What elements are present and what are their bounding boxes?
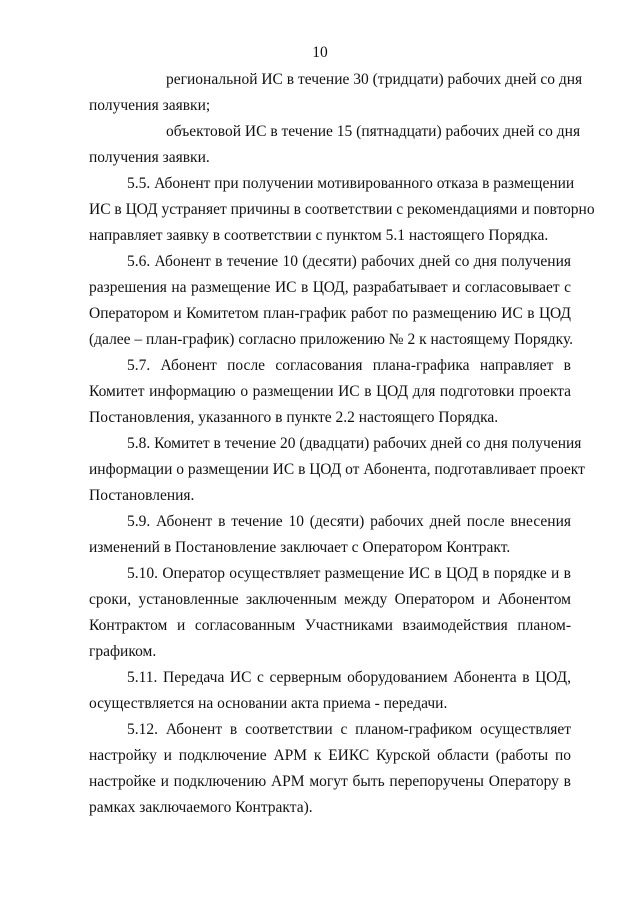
text-line: 5.10. Оператор осуществляет размещение ИС в ЦОД в порядке и в <box>127 565 571 582</box>
text-line: 5.5. Абонент при получении мотивированного отказа в размещении <box>127 175 575 192</box>
text-line: 5.12. Абонент в соответствии с планом-графиком осуществляет <box>127 721 571 738</box>
text-line: Оператором и Комитетом план-график работ по размещению ИС в ЦОД <box>89 305 571 322</box>
text-line: получения заявки; <box>89 97 211 114</box>
text-line: Комитет информацию о размещении ИС в ЦОД для подготовки проекта <box>89 383 571 400</box>
text-line: 5.9. Абонент в течение 10 (десяти) рабочих дней после внесения <box>127 513 571 530</box>
text-line: получения заявки. <box>89 149 210 166</box>
text-line: сроки, установленные заключенным между Оператором и Абонентом <box>89 591 571 608</box>
text-line: настройку и подключение АРМ к ЕИКС Курской области (работы по <box>89 747 571 764</box>
document-body <box>89 67 595 821</box>
text-line: осуществляется на основании акта приема - передачи. <box>89 695 448 712</box>
text-line: региональной ИС в течение 30 (тридцати) рабочих дней со дня <box>166 71 583 88</box>
text-line: (далее – план-график) согласно приложению № 2 к настоящему Порядку. <box>89 331 574 348</box>
text-line: Контрактом и согласованным Участниками взаимодействия планом- <box>89 617 571 634</box>
text-line: разрешения на размещение ИС в ЦОД, разрабатывает и согласовывает с <box>89 279 571 296</box>
text-line: ИС в ЦОД устраняет причины в соответствии с рекомендациями и повторно <box>89 201 595 218</box>
text-line: 5.11. Передача ИС с серверным оборудованием Абонента в ЦОД, <box>127 669 571 686</box>
text-line: объектовой ИС в течение 15 (пятнадцати) рабочих дней со дня <box>166 123 581 140</box>
text-line: 5.8. Комитет в течение 20 (двадцати) рабочих дней со дня получения <box>127 435 582 452</box>
text-line: 5.7. Абонент после согласования плана-графика направляет в <box>127 357 571 374</box>
text-line: Постановления. <box>89 487 195 504</box>
text-line: направляет заявку в соответствии с пунктом 5.1 настоящего Порядка. <box>89 227 549 244</box>
text-line: рамках заключаемого Контракта). <box>89 799 313 816</box>
text-line: настройке и подключению АРМ могут быть перепоручены Оператору в <box>89 773 571 790</box>
text-line: Постановления, указанного в пункте 2.2 настоящего Порядка. <box>89 409 499 426</box>
text-line: 5.6. Абонент в течение 10 (десяти) рабочих дней со дня получения <box>127 253 571 270</box>
text-line: изменений в Постановление заключает с Оператором Контракт. <box>89 539 511 556</box>
text-line: графиком. <box>89 643 157 660</box>
page-number: 10 <box>312 44 328 61</box>
text-line: информации о размещении ИС в ЦОД от Абонента, подготавливает проект <box>89 461 585 478</box>
